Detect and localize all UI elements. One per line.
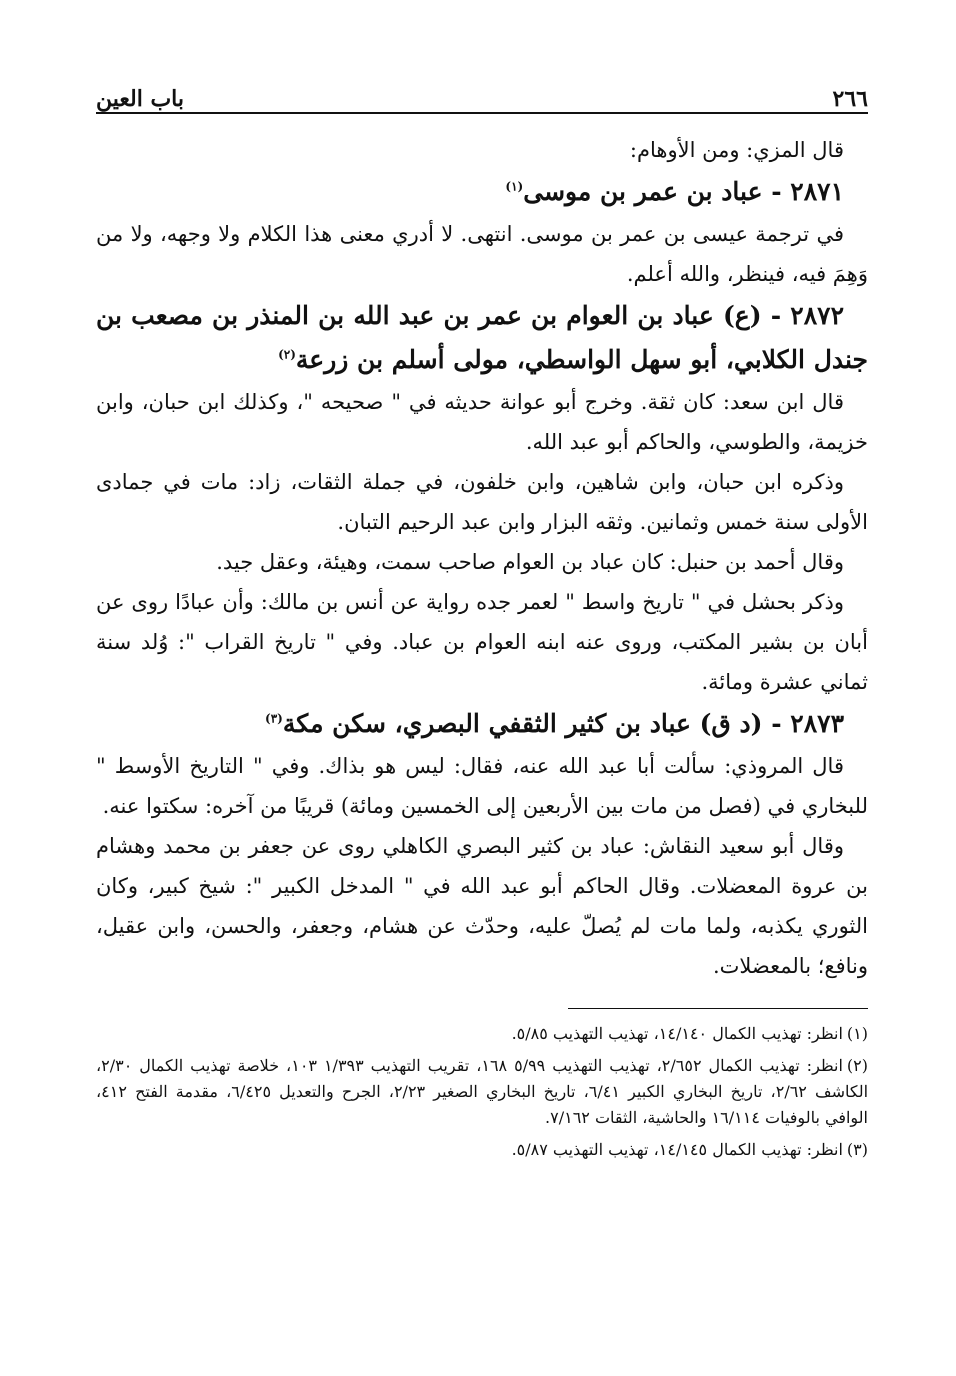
footnote-ref: (١): [505, 179, 524, 194]
footnote: [96, 1021, 868, 1047]
footnote-number: (٢): [846, 1056, 869, 1075]
footnote: [96, 1137, 868, 1163]
footnote-ref: (٣): [265, 711, 283, 726]
paragraph: قال المروذي: سألت أبا عبد الله عنه، فقال: ليس هو بذاك. وفي " التاريخ الأوسط " للبخاري في (فصل من مات بين الأربعين إلى الخمسين ومائة) قريبًا من آخره: سكتوا عنه.: [96, 754, 868, 818]
entry-heading-2871: [96, 170, 868, 214]
paragraph: وذكر بحشل في " تاريخ واسط " لعمر جده رواية عن أنس بن مالك: وأن عبادًا روى عن أبان بن بشير المكتب، وروى عنه ابنه العوام بن عباد. وفي " تاريخ القراب ": وُلد سنة ثماني عشرة ومائة.: [96, 590, 868, 694]
footnote-divider: [568, 1008, 868, 1009]
paragraph: قال المزي: ومن الأوهام:: [629, 138, 844, 162]
entry-title-text: ٢٨٧٢ - (ع) عباد بن العوام بن عمر بن عبد الله بن المنذر بن مصعب بن جندل الكلابي، أبو سهل الواسطي، مولى أسلم بن زرعة: [96, 301, 868, 374]
chapter-title: باب العين: [96, 86, 185, 112]
page-number: ٢٦٦: [832, 86, 868, 112]
footnote-number: (٣): [846, 1140, 868, 1159]
footnote-text: انظر: تهذيب الكمال ٢/٦٥٢، تهذيب التهذيب ٥/٩٩ ١٦٨، تقريب التهذيب ١/٣٩٣ ١٠٣، خلاصة تهذيب الكمال ٢/٣٠، الكاشف ٢/٦٢، تاريخ البخاري الكبير ٦/٤١، تاريخ البخاري الصغير ٢/٢٣، الجرح والتعديل ٦/٤٢٥، مقدمة الفتح ٤١٢، الوافي بالوفيات ١٦/١١٤ والحاشية، الثقات ٧/١٦٢.: [96, 1056, 869, 1127]
footnotes: [96, 1021, 868, 1163]
footnote-text: انظر: تهذيب الكمال ١٤/١٤٠، تهذيب التهذيب ٥/٨٥.: [511, 1024, 843, 1043]
book-page: [96, 62, 868, 1169]
entry-heading-2873: [96, 702, 868, 746]
paragraph: وقال أحمد بن حنبل: كان عباد بن العوام صاحب سمت، وهيئة، وعقل جيد.: [216, 550, 844, 574]
paragraph: وقال أبو سعيد النقاش: عباد بن كثير البصري الكاهلي روى عن جعفر بن محمد وهشام بن عروة المعضلات. وقال الحاكم أبو عبد الله في " المدخل الكبير ": شيخ كبير، وكان الثوري يكذبه، ولما مات لم يُصلّ عليه، وحدّث عن هشام، وجعفر، والحسن، وابن عقيل، ونافع؛ بالمعضلات.: [96, 834, 868, 978]
paragraph: في ترجمة عيسى بن عمر بن موسى. انتهى. لا أدري معنى هذا الكلام ولا وجهه، ولا من وَهِمَ فيه، فينظر، والله أعلم.: [96, 222, 868, 286]
footnote-ref: (٢): [278, 347, 296, 362]
entry-heading-2872: [96, 294, 868, 382]
footnote-number: (١): [846, 1024, 868, 1043]
page-body: [96, 130, 868, 986]
paragraph: وذكره ابن حبان، وابن شاهين، وابن خلفون، في جملة الثقات، زاد: مات في جمادى الأولى سنة خمس وثمانين. وثقه البزار وابن عبد الرحيم التبان.: [96, 470, 868, 534]
footnote: [96, 1053, 868, 1131]
paragraph: قال ابن سعد: كان ثقة. وخرج أبو عوانة حديثه في " صحيحه "، وكذلك ابن حبان، وابن خزيمة، والطوسي، والحاكم أبو عبد الله.: [96, 390, 868, 454]
footnote-text: انظر: تهذيب الكمال ١٤/١٤٥، تهذيب التهذيب ٥/٨٧.: [511, 1140, 843, 1159]
entry-title-text: ٢٨٧٣ - (د ق) عباد بن كثير الثقفي البصري، سكن مكة: [282, 709, 844, 738]
page-header: [96, 62, 868, 114]
entry-title-text: ٢٨٧١ - عباد بن عمر بن موسى: [523, 177, 844, 206]
